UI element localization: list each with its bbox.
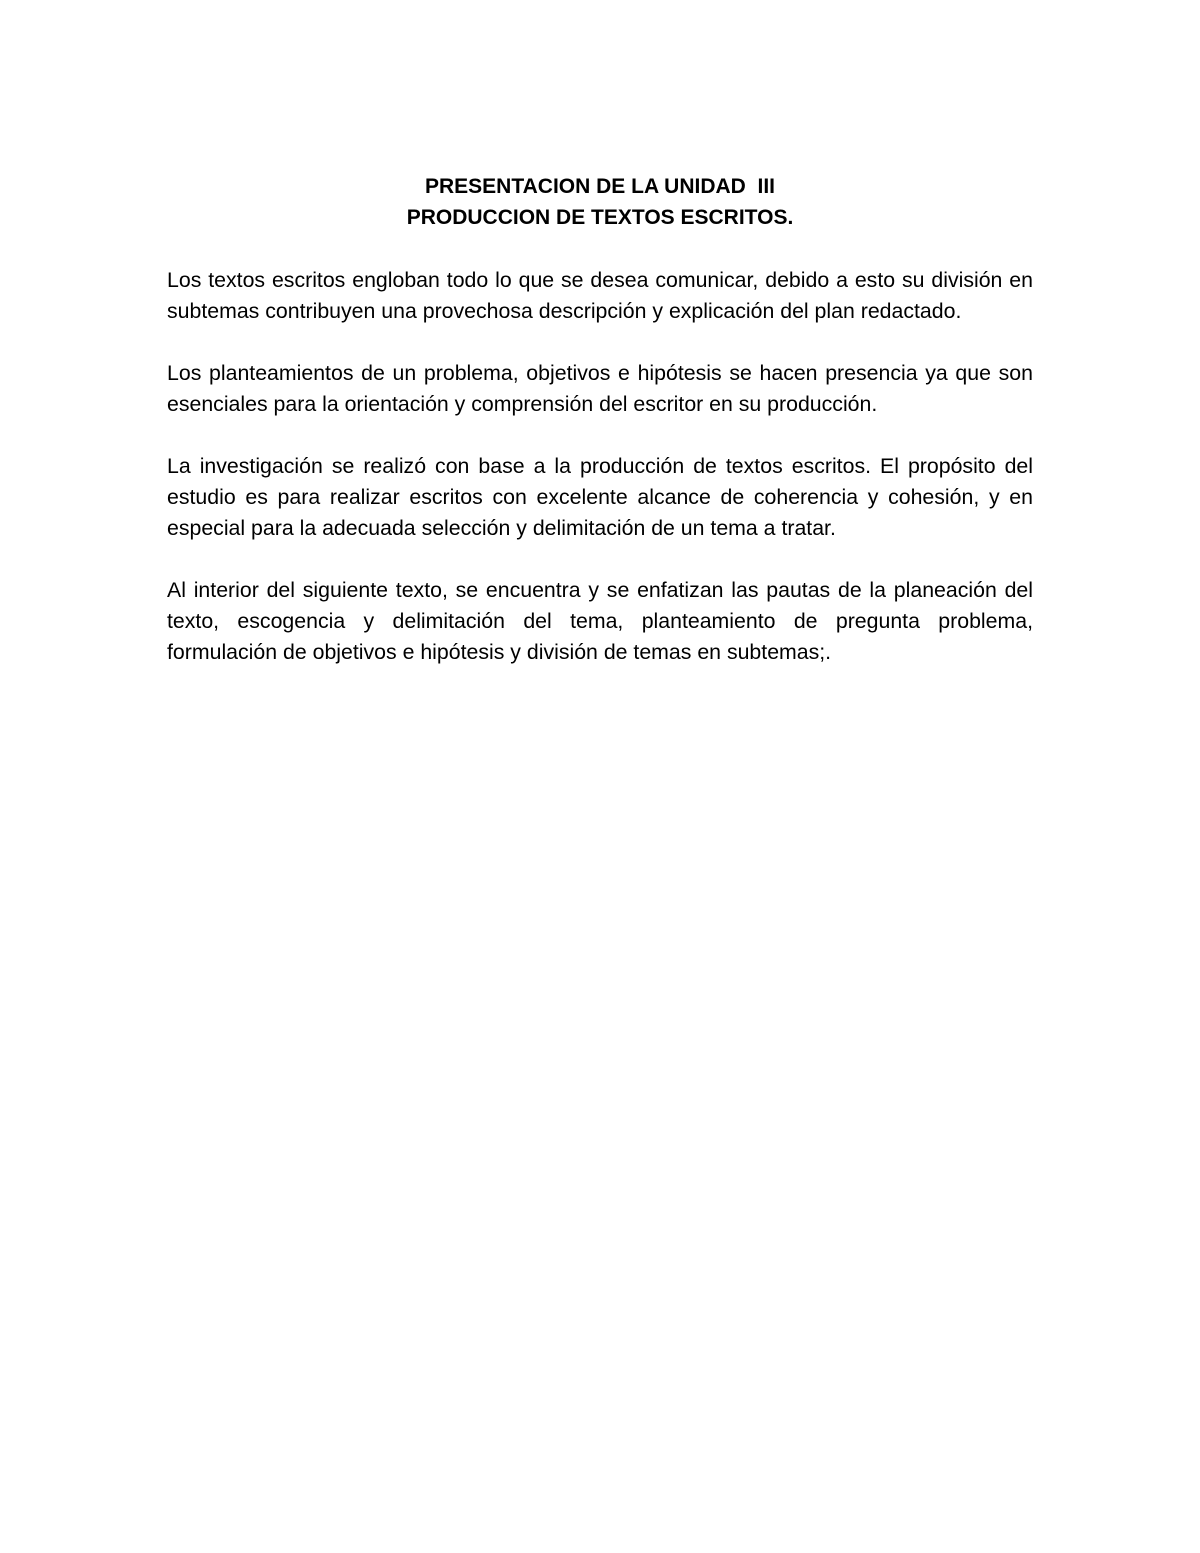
title-line-2: PRODUCCION DE TEXTOS ESCRITOS. xyxy=(406,206,794,229)
paragraph-2: Los planteamientos de un problema, objetivos e hipótesis se hacen presencia ya que son esenciales para la orientación y comprensión del escritor en su producción. xyxy=(167,361,1033,416)
paragraph-4: Al interior del siguiente texto, se encuentra y se enfatizan las pautas de la planeación del texto, escogencia y delimitación del tema, planteamiento de pregunta problema, formulación de objetivos e hipótesis y división de temas en subtemas;. xyxy=(167,578,1033,664)
paragraph-3: La investigación se realizó con base a la producción de textos escritos. El propósito del estudio es para realizar escritos con excelente alcance de coherencia y cohesión, y en especial para la adecuada selección y delimitación de un tema a tratar. xyxy=(167,454,1033,540)
document-content xyxy=(167,171,1033,668)
title-line-1: PRESENTACION DE LA UNIDAD III xyxy=(424,175,776,198)
document-title xyxy=(167,171,1033,233)
paragraph-1: Los textos escritos engloban todo lo que se desea comunicar, debido a esto su división en subtemas contribuyen una provechosa descripción y explicación del plan redactado. xyxy=(167,268,1033,323)
